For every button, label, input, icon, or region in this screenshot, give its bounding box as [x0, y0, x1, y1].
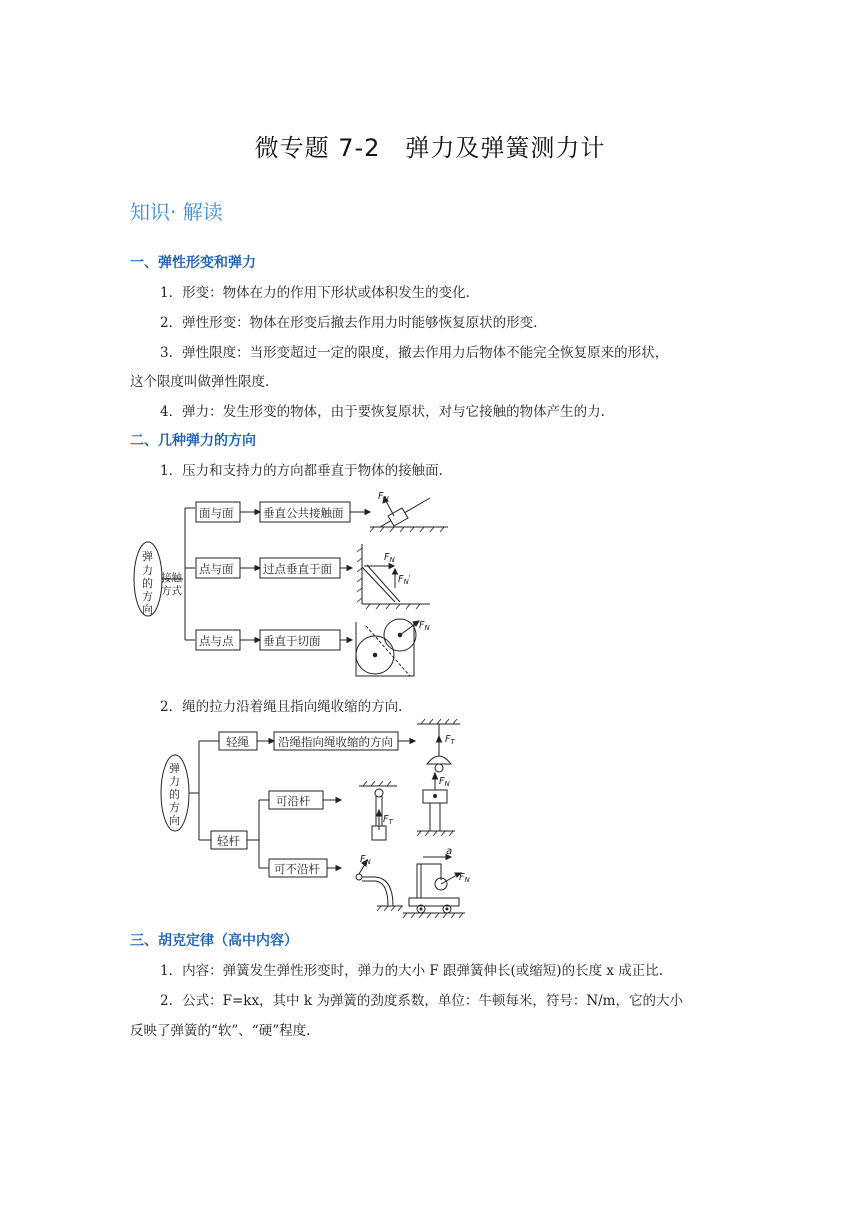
block-on-incline-figure: [370, 497, 448, 532]
root2-char-2: 力: [169, 775, 180, 788]
fn-label-1: $F_N$: [378, 491, 389, 503]
branch-label-1: 接触: [161, 572, 182, 584]
contact-type-1: 面与面: [199, 506, 234, 520]
rod-along-label: 可沿杆: [276, 794, 311, 808]
direction-1: 垂直公共接触面: [263, 506, 344, 520]
rod-against-wall-figure: [357, 544, 430, 609]
branch-label-2: 方式: [161, 585, 182, 597]
heading-hookes-law: 三、胡克定律（高中内容）: [130, 933, 298, 949]
paragraph-hookes-content: 1．内容：弹簧发生弹性形变时，弹力的大小 F 跟弹簧伸长(或缩短)的长度 x 成正比.: [160, 963, 664, 979]
ft-label-1: $F_T$: [445, 734, 455, 746]
root2-char-5: 向: [169, 814, 180, 827]
paragraph-elastic-deformation: 2．弹性形变：物体在形变后撤去作用力时能够恢复原状的形变.: [160, 315, 538, 331]
root2-char-4: 方: [169, 801, 180, 814]
paragraph-rope-tension: 2．绳的拉力沿着绳且指向绳收缩的方向.: [160, 699, 403, 715]
root-char-4: 方: [142, 590, 153, 603]
bent-rod-figure: [356, 860, 403, 911]
rope-direction-label: 沿绳指向绳收缩的方向: [278, 735, 393, 749]
fn-label-5: $F_N$: [360, 854, 371, 866]
fn-label-6: $F_N$: [459, 872, 470, 884]
fn-label-2: $F_N$: [384, 552, 395, 564]
paragraph-elastic-force: 4．弹力：发生形变的物体，由于要恢复原状，对与它接触的物体产生的力.: [160, 404, 605, 420]
paragraph-hookes-formula: 2．公式：F=kx，其中 k 为弹簧的劲度系数，单位：牛顿每米，符号：N/m，它的大小: [160, 993, 683, 1009]
direction-2: 过点垂直于面: [263, 562, 332, 576]
root-char-1: 弹: [142, 550, 153, 563]
direction-3: 垂直于切面: [263, 634, 321, 648]
rod-label: 轻杆: [217, 834, 240, 848]
fn-label-4: $F_N$: [439, 776, 450, 788]
contact-type-2: 点与面: [199, 562, 234, 576]
paragraph-pressure-support: 1．压力和支持力的方向都垂直于物体的接触面.: [160, 463, 443, 479]
rod-along-hanging-figure: [359, 781, 397, 840]
root2-char-3: 的: [169, 788, 180, 801]
root2-char-1: 弹: [169, 762, 180, 775]
root-char-5: 向: [142, 603, 153, 616]
rope-rod-diagram: [155, 718, 485, 918]
contact-force-diagram: [130, 486, 460, 682]
heading-elastic-deformation: 一、弹性形变和弹力: [130, 255, 256, 271]
paragraph-elastic-limit: 3．弹性限度：当形变超过一定的限度，撤去作用力后物体不能完全恢复原来的形状，: [160, 345, 669, 361]
page-title: 微专题 7-2 弹力及弹簧测力计: [254, 134, 606, 162]
paragraph-elastic-limit-cont: 这个限度叫做弹性限度.: [130, 374, 270, 390]
rod-not-along-label: 可不沿杆: [274, 862, 320, 876]
contact-type-3: 点与点: [199, 634, 234, 648]
heading-force-directions: 二、几种弹力的方向: [130, 433, 256, 449]
accelerating-cart-figure: [403, 855, 465, 919]
root-char-2: 力: [142, 564, 153, 577]
rope-label: 轻绳: [226, 735, 249, 749]
two-balls-figure: [356, 619, 419, 676]
paragraph-hookes-formula-cont: 反映了弹簧的“软”、“硬”程度.: [130, 1023, 311, 1039]
paragraph-deformation: 1．形变：物体在力的作用下形状或体积发生的变化.: [160, 285, 470, 301]
root-char-3: 的: [142, 577, 153, 590]
fn-prime-label: $F_N'$: [398, 574, 411, 586]
ft-label-2: $F_T$: [383, 814, 393, 826]
acceleration-label: a: [446, 846, 453, 857]
fn-label-3: $F_N$: [419, 620, 430, 632]
section-heading: 知识· 解读: [130, 200, 223, 224]
